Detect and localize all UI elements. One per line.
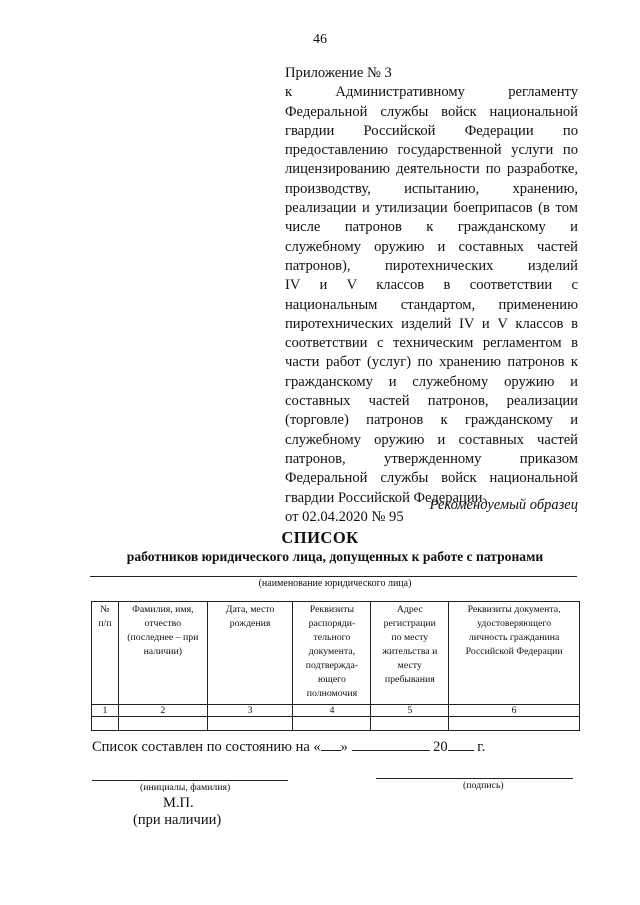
table-header-text: Дата, место xyxy=(225,604,275,615)
table-header-text: тельного xyxy=(313,632,351,643)
table-header-text: Реквизиты xyxy=(309,604,355,615)
column-number-cell: 5 xyxy=(371,705,449,717)
table-cell xyxy=(371,717,449,731)
signature-line xyxy=(376,778,573,779)
table-cell xyxy=(207,717,293,731)
appendix-line: гражданскому и служебному оружию и xyxy=(285,373,578,390)
table-header-text: месту xyxy=(397,660,422,671)
appendix-line: гвардии Российской Федерации xyxy=(285,489,483,506)
table-header-text: подтвержда- xyxy=(305,660,359,671)
table-header-cell xyxy=(371,602,449,705)
appendix-line: IV и V классов в соответствии с xyxy=(285,277,578,294)
appendix-line: числе патронов к гражданскому и xyxy=(285,219,578,236)
employee-list-table xyxy=(91,601,580,731)
organization-name-caption: (наименование юридического лица) xyxy=(258,578,412,589)
appendix-line: составных частей патронов, реализации xyxy=(285,393,578,410)
compiled-prefix: Список составлен по состоянию на « xyxy=(92,739,321,755)
appendix-line: патронов, утвержденному приказом xyxy=(285,450,578,467)
appendix-line: пиротехнических изделий IV и V классов в xyxy=(285,315,578,332)
column-number-cell: 4 xyxy=(293,705,371,717)
initials-line xyxy=(92,780,288,781)
table-header-cell xyxy=(449,602,580,705)
table-header-text: № xyxy=(100,604,110,615)
table-header-text: документа, xyxy=(308,646,356,657)
year-prefix: 20 xyxy=(433,739,448,755)
document-title: СПИСОК xyxy=(281,528,359,547)
appendix-line: Приложение № 3 xyxy=(285,65,392,81)
close-quote: » xyxy=(340,739,348,755)
initials-caption: (инициалы, фамилия) xyxy=(140,782,231,793)
appendix-line: от 02.04.2020 № 95 xyxy=(285,508,404,525)
table-header-text: личность гражданина xyxy=(468,632,560,643)
table-header-text: Реквизиты документа, xyxy=(467,604,561,615)
appendix-line: патронов), пиротехнических изделий xyxy=(285,257,578,274)
appendix-line: национальным стандартом, применению xyxy=(285,296,578,313)
table-header-text: пребывания xyxy=(384,674,435,685)
signature-caption: (подпись) xyxy=(463,780,504,791)
compiled-date-statement xyxy=(92,737,485,756)
table-header-text: Адрес xyxy=(396,604,423,615)
table-cell xyxy=(449,717,580,731)
table-cell xyxy=(293,717,371,731)
day-blank xyxy=(321,737,341,751)
document-subtitle: работников юридического лица, допущенных к работе с патронами xyxy=(126,549,544,564)
appendix-block xyxy=(285,64,578,527)
table-header-text: полномочия xyxy=(306,688,358,699)
table-header-row xyxy=(92,602,580,705)
year-blank xyxy=(448,737,474,751)
stamp-label: М.П. xyxy=(163,795,194,811)
appendix-line: предоставлению государственной услуги по xyxy=(285,142,578,159)
table-row xyxy=(92,717,580,731)
table-header-text: отчество xyxy=(144,618,182,629)
month-blank xyxy=(352,737,430,751)
table-column-numbers-row xyxy=(92,705,580,717)
recommended-sample-label: Рекомендуемый образец xyxy=(429,497,578,513)
table-header-text: п/п xyxy=(98,618,112,629)
appendix-line: части работ (услуг) по хранению патронов к xyxy=(285,354,578,371)
column-number-cell: 6 xyxy=(449,705,580,717)
column-number-cell: 1 xyxy=(92,705,119,717)
appendix-line: (торговле) патронов к гражданскому и xyxy=(285,412,578,429)
appendix-line: соответствии с техническим регламентом в xyxy=(285,335,578,352)
table-cell xyxy=(118,717,207,731)
table-header-text: по месту xyxy=(391,632,429,643)
table-header-text: Фамилия, имя, xyxy=(132,604,194,615)
table-header-text: Российской Федерации xyxy=(465,646,563,657)
appendix-line: гвардии Российской Федерации по xyxy=(285,122,578,139)
table-header-text: регистрации xyxy=(383,618,436,629)
stamp-note: (при наличии) xyxy=(133,812,222,828)
column-number-cell: 2 xyxy=(118,705,207,717)
table-header-text: (последнее – при xyxy=(127,632,199,643)
appendix-line: производству, испытанию, хранению, xyxy=(285,180,578,197)
table-header-text: удостоверяющего xyxy=(477,618,552,629)
appendix-line: служебному оружию и составных частей xyxy=(285,431,578,448)
table-header-text: ющего xyxy=(317,674,346,685)
table-header-cell xyxy=(92,602,119,705)
appendix-line: лицензированию деятельности по разработке, xyxy=(285,161,578,178)
year-suffix: г. xyxy=(477,739,486,755)
column-number-cell: 3 xyxy=(207,705,293,717)
appendix-line: к Административному регламенту xyxy=(285,84,578,101)
table-header-text: наличии) xyxy=(143,646,183,657)
page-number: 46 xyxy=(313,32,327,47)
table-header-text: распоряди- xyxy=(308,618,356,629)
table-header-text: рождения xyxy=(229,618,271,629)
appendix-line: Федеральной службы войск национальной xyxy=(285,470,578,487)
appendix-line: служебному оружию и составных частей xyxy=(285,238,578,255)
table-header-cell xyxy=(118,602,207,705)
table-header-cell xyxy=(207,602,293,705)
table-header-text: жительства и xyxy=(382,646,438,657)
table-cell xyxy=(92,717,119,731)
organization-name-line xyxy=(90,576,577,577)
table-header-cell xyxy=(293,602,371,705)
appendix-line: Федеральной службы войск национальной xyxy=(285,103,578,120)
appendix-line: реализации и утилизации боеприпасов (в том xyxy=(285,200,578,217)
